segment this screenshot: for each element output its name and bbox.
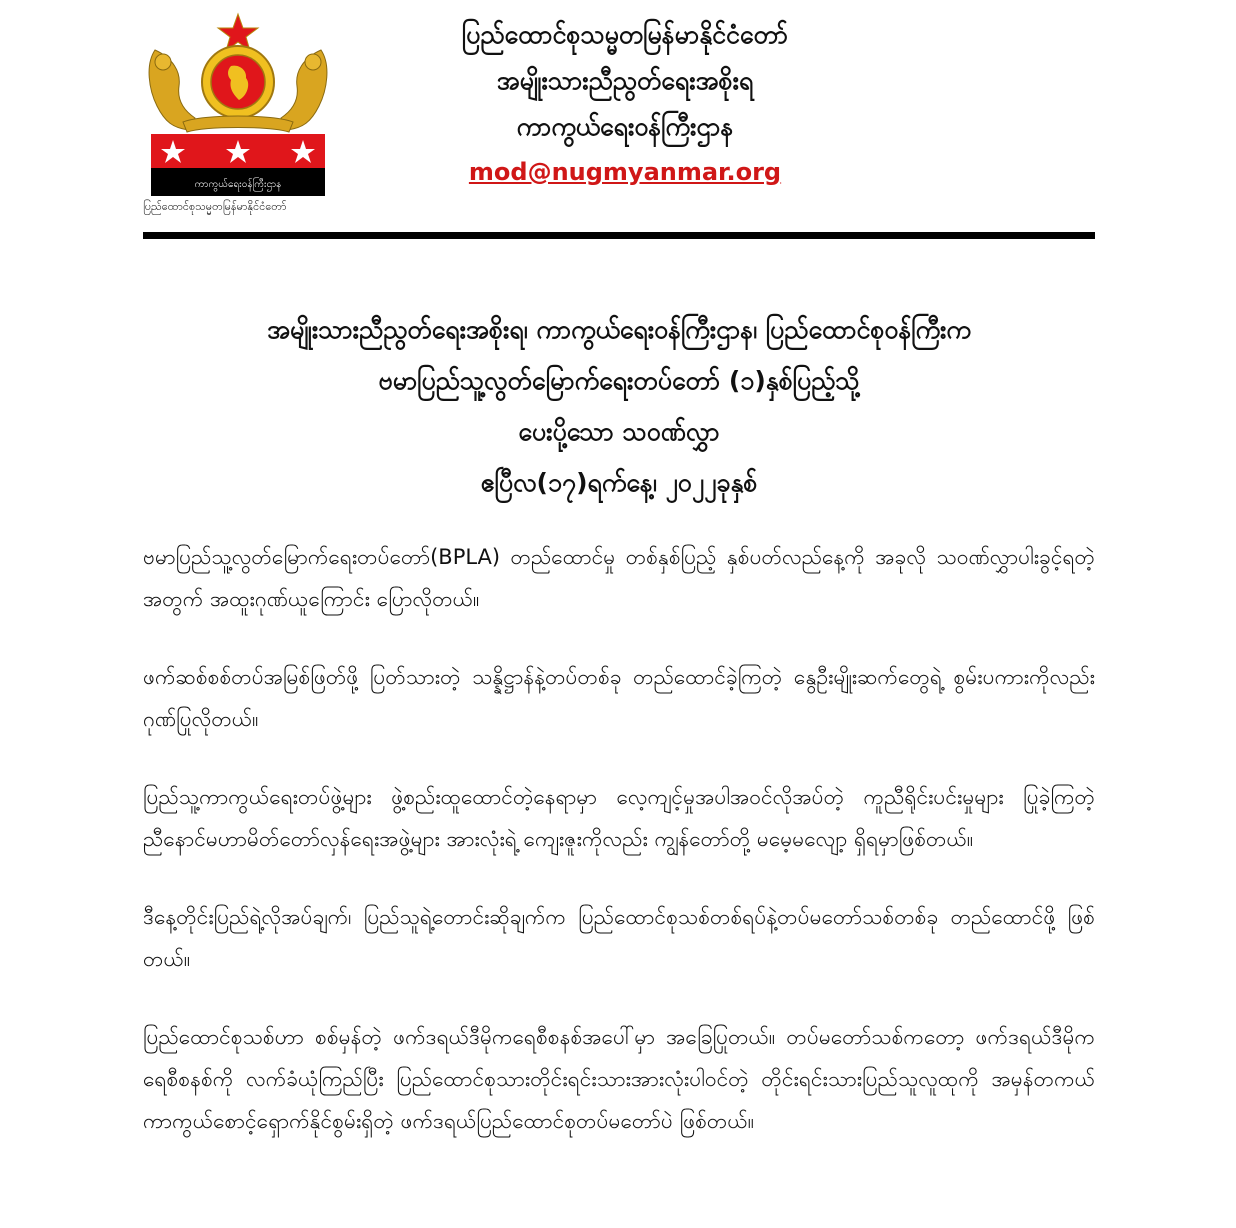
letterhead (350, 12, 900, 194)
header-divider (143, 232, 1095, 239)
paragraph-4: ဒီနေ့တိုင်းပြည်ရဲ့လိုအပ်ချက်၊ ပြည်သူရဲ့တောင်းဆိုချက်က ပြည်ထောင်စုသစ်တစ်ရပ်နဲ့တပ်မတော်သစ်တစ်ခု တည်ထောင်ဖို့ ဖြစ်တယ်။ (143, 905, 1095, 971)
email-link[interactable]: mod@nugmyanmar.org (468, 158, 782, 186)
document-body (143, 536, 1095, 1178)
document-title (143, 304, 1095, 508)
country-name: ပြည်ထောင်စုသမ္မတမြန်မာနိုင်ငံတော် (461, 20, 789, 49)
title-line-1: အမျိုးသားညီညွတ်ရေးအစိုးရ၊ ကာကွယ်ရေးဝန်ကြီးဌာန၊ ပြည်ထောင်စုဝန်ကြီးက (267, 315, 971, 344)
ministry-name: ကာကွယ်ရေးဝန်ကြီးဌာန (516, 112, 734, 141)
paragraph-5: ပြည်ထောင်စုသစ်ဟာ စစ်မှန်တဲ့ ဖက်ဒရယ်ဒီမိုကရေစီစနစ်အပေါ်မှာ အခြေပြုတယ်။ တပ်မတော်သစ်ကတော့ ဖက်ဒရယ်ဒီမိုကရေစီစနစ်ကို လက်ခံယုံကြည်ပြီး ပြည်ထောင်စုသားတိုင်းရင်းသားအားလုံးပါဝင်တဲ့ တိုင်းရင်းသားပြည်သူလူထုကို အမှန်တကယ်ကာကွယ်စောင့်ရှောက်နိုင်စွမ်းရှိတဲ့ ဖက်ဒရယ်ပြည်ထောင်စုတပ်မတော်ပဲ ဖြစ်တယ်။ (143, 1025, 1095, 1133)
paragraph-1: ဗမာပြည်သူ့လွတ်မြောက်ရေးတပ်တော်(BPLA) တည်ထောင်မှု တစ်နှစ်ပြည့် နှစ်ပတ်လည်နေ့ကို အခုလို သဝဏ်လွှာပါးခွင့်ရတဲ့အတွက် အထူးဂုဏ်ယူကြောင်း ပြောလိုတယ်။ (143, 545, 1095, 611)
government-name: အမျိုးသားညီညွတ်ရေးအစိုးရ (496, 66, 754, 95)
document-date: ဧပြီလ(၁၇)ရက်နေ့၊ ၂၀၂၂ခုနှစ် (480, 468, 758, 497)
title-line-3: ပေးပို့သော သဝဏ်လွှာ (518, 417, 720, 446)
paragraph-2: ဖက်ဆစ်စစ်တပ်အမြစ်ဖြတ်ဖို့ ပြတ်သားတဲ့ သန္နိဋ္ဌာန်နဲ့တပ်တစ်ခု တည်ထောင်ခဲ့ကြတဲ့ နွေဦးမျိုးဆက်တွေရဲ့ စွမ်းပကားကိုလည်း ဂုဏ်ပြုလိုတယ်။ (143, 665, 1095, 731)
title-line-2: ဗမာပြည်သူ့လွတ်မြောက်ရေးတပ်တော် (၁)နှစ်ပြည့်သို့ (378, 366, 860, 395)
emblem-banner-text: ကာကွယ်ရေးဝန်ကြီးဌာန (194, 179, 282, 190)
paragraph-3: ပြည်သူ့ကာကွယ်ရေးတပ်ဖွဲ့များ ဖွဲ့စည်းထူထောင်တဲ့နေရာမှာ လေ့ကျင့်မှုအပါအဝင်လိုအပ်တဲ့ ကူညီရိုင်းပင်းမှုများ ပြုခဲ့ကြတဲ့ ညီနောင်မဟာမိတ်တော်လှန်ရေးအဖွဲ့များ အားလုံးရဲ့ ကျေးဇူးကိုလည်း ကျွန်တော်တို့ မမေ့မလျော့ ရှိရမှာဖြစ်တယ်။ (143, 785, 1095, 851)
emblem-caption: ပြည်ထောင်စုသမ္မတမြန်မာနိုင်ငံတော် (143, 200, 287, 213)
emblem (143, 10, 333, 225)
state-emblem-icon (143, 10, 333, 198)
